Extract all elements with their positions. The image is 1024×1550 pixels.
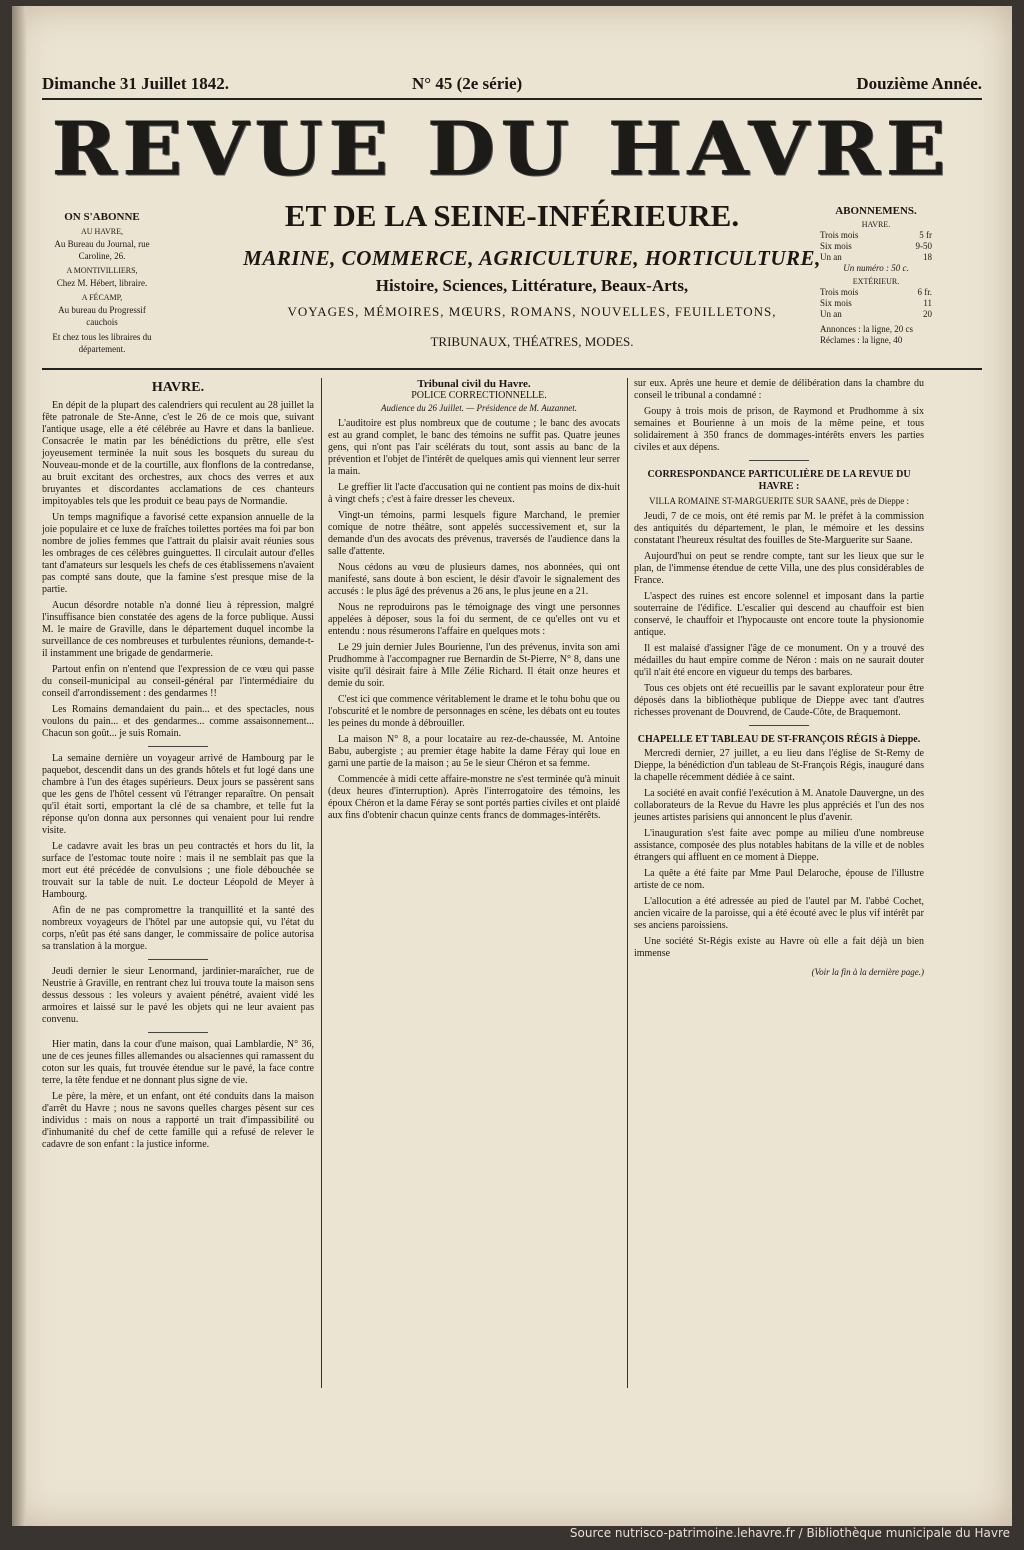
rate-row: Un an 18	[820, 252, 932, 262]
columns-top-rule	[42, 368, 982, 370]
article-paragraph: La semaine dernière un voyageur arrivé de Hambourg par le paquebot, descendit dans un des grands hôtels et fut logé dans une chambre à l'un des étages supérieurs. Deux jours se passèrent sans que les gens de l'hôtel cessent vû l'étranger reparaître. On pensait qu'il était sorti, emportant la clé de sa chambre, et telle fut la réponse qu'on donna aux personnes qui venaient pour lui rendre visite.	[42, 753, 314, 836]
column-divider	[321, 378, 322, 1388]
issue-date: Dimanche 31 Juillet 1842.	[42, 74, 229, 93]
article-paragraph: Le cadavre avait les bras un peu contractés et hors du lit, la surface de l'estomac toute noire : mais il ne semblait pas que la mort eut été précédée de convulsions ; une fiole débouchée se trouvait sur la table de nuit. Le docteur Léopold de Meyer à Hambourg.	[42, 841, 314, 900]
article-paragraph: Nous ne reproduirons pas le témoignage des vingt une personnes appelées à déposer, sous la foi du serment, de ce qu'elles ont vu et entendu : nous résumerons l'affaire en quelques mots :	[328, 602, 620, 637]
article-paragraph: L'aspect des ruines est encore solennel et imposant dans la partie souterraine de l'édifice. L'escalier qui descend au chauffoir est bien conservé, le chauffoir et l'hypocauste ont encore toute la physionomie antique.	[634, 591, 924, 638]
subscribe-others: Et chez tous les libraires du département.	[52, 332, 152, 354]
article-paragraph: Aujourd'hui on peut se rendre compte, tant sur les lieux que sur le plan, de l'immense étendue de cette Villa, une des plus considérables de France.	[634, 551, 924, 586]
subscribe-heading: ON S'ABONNE	[64, 211, 140, 223]
subscribe-montivilliers-label: A MONTIVILLIERS,	[66, 266, 138, 275]
article-paragraph: L'inauguration s'est faite avec pompe au milieu d'une nombreuse assistance, composée des plus notables habitans de la ville et de nobles étrangers qui affluent en ce moment à Dieppe.	[634, 828, 924, 863]
rate-row: Six mois 11	[820, 298, 932, 308]
tagline-1: MARINE, COMMERCE, AGRICULTURE, HORTICULTURE,	[243, 246, 821, 270]
separator	[749, 460, 809, 461]
rates-reclames: Réclames : la ligne, 40	[820, 335, 903, 345]
section-subheading: POLICE CORRECTIONNELLE.	[411, 390, 547, 401]
article-paragraph: Hier matin, dans la cour d'une maison, quai Lamblardie, N° 36, une de ces jeunes filles allemandes ou alsaciennes qui ramassent du coton sur les quais, fut trouvée étendue sur le pavé, la face contre terre, la tête fendue et ne donnant plus signe de vie.	[42, 1039, 314, 1086]
article-paragraph: L'auditoire est plus nombreux que de coutume ; le banc des avocats est au grand complet, le banc des témoins ne suffit pas. Quatre jeunes gens, qui n'ont pas l'air scélérats du tout, sont assis au banc de la prévention et l'objet de l'intérêt de quelques amis qui viennent leur serrer la main.	[328, 418, 620, 477]
article-paragraph: L'allocution a été adressée au pied de l'autel par M. l'abbé Cochet, ancien vicaire de la paroisse, qui a été écouté avec le plus vif intérêt par ses anciens paroissiens.	[634, 896, 924, 931]
newspaper-page	[12, 6, 1012, 1526]
dateline	[42, 74, 982, 98]
separator	[148, 746, 208, 747]
newspaper-title: REVUE DU HAVRE	[52, 106, 952, 193]
rates-ext-label: EXTÉRIEUR.	[852, 277, 900, 286]
separator	[148, 959, 208, 960]
column-havre	[42, 378, 314, 1155]
separator	[148, 1032, 208, 1033]
separator	[749, 725, 809, 726]
subscribe-havre-label: AU HAVRE,	[80, 227, 124, 236]
article-paragraph: Partout enfin on n'entend que l'expression de ce vœu qui passe du conseil-municipal au conseil-général par l'intermédiaire du conseil d'arrondissement : des gendarmes !!	[42, 664, 314, 699]
issue-number: N° 45 (2e série)	[412, 74, 523, 93]
article-paragraph: Afin de ne pas compromettre la tranquillité et la santé des nombreux voyageurs de l'hôtel par une autopsie qui, vu l'état du corps, n'eût pas été sans danger, le commissaire de police autorisa sa translation à la morgue.	[42, 905, 314, 952]
article-paragraph: Aucun désordre notable n'a donné lieu à répression, malgré l'insuffisance bien constatée des agens de la force publique. Aussi M. le maire de Graville, dans le département duquel incombe la surveillance de ces nombreuses et turbulentes réunions, demande-t-il instamment une brigade de gendarmerie.	[42, 600, 314, 659]
rates-heading: ABONNEMENS.	[835, 205, 917, 217]
article-paragraph: sur eux. Après une heure et demie de délibération dans la chambre du conseil le tribunal a condamné :	[634, 378, 924, 401]
issue-year: Douzième Année.	[856, 74, 982, 93]
article-heading: CORRESPONDANCE PARTICULIÈRE DE LA REVUE DU HAVRE :	[647, 469, 911, 492]
article-paragraph: Mercredi dernier, 27 juillet, a eu lieu dans l'église de St-Remy de Dieppe, la bénédiction d'un tableau de St-François Régis, inauguré dans la chapelle récemment dédiée à ce saint.	[634, 748, 924, 783]
audience-line: Audience du 26 Juillet. — Présidence de M. Auzannet.	[380, 403, 578, 413]
rates-annonces: Annonces : la ligne, 20 cs	[820, 324, 913, 334]
article-paragraph: Vingt-un témoins, parmi lesquels figure Marchand, le premier comique de notre théâtre, sont appelés successivement et, sur la demande d'un des avocats des prévenus, traversés de l'audience dans la salle d'attente.	[328, 510, 620, 557]
article-heading: CHAPELLE ET TABLEAU DE ST-FRANÇOIS RÉGIS à Dieppe.	[637, 734, 921, 745]
top-rule	[42, 98, 982, 100]
column-divider	[627, 378, 628, 1388]
section-heading: HAVRE.	[151, 380, 205, 395]
article-paragraph: Commencée à midi cette affaire-monstre ne s'est terminée qu'à minuit (deux heures d'interruption). Après l'interrogatoire des témoins, les époux Chéron et la dame Féray se sont portés parties civiles et ont plaidé aux fins d'obtenir chacun quinze cents francs de dommages-intérêts.	[328, 774, 620, 821]
column-correspondance	[634, 378, 924, 978]
column-tribunal	[328, 378, 620, 826]
rates-numero: Un numéro : 50 c.	[843, 263, 909, 273]
article-paragraph: Jeudi, 7 de ce mois, ont été remis par M. le préfet à la commission des antiquités du département, le plan, le mémoire et les dessins constatant l'heureux résultat des fouilles de Ste-Marguerite sur Saane.	[634, 511, 924, 546]
subscribe-fecamp-label: A FÉCAMP,	[81, 293, 123, 302]
article-paragraph: Jeudi dernier le sieur Lenormand, jardinier-maraîcher, rue de Neustrie à Graville, en rentrant chez lui trouva toute la maison sens dessus dessous : les voleurs y avaient pénétré, avaient vidé les armoires et laissé sur le pavé les objets qui ne leur avaient pas convenu.	[42, 966, 314, 1025]
article-paragraph: Le père, la mère, et un enfant, ont été conduits dans la maison d'arrêt du Havre ; nous ne savons quelles charges pèsent sur ces individus : mais on nous a rapporté un trait d'impassibilité ou d'inhumanité du chef de cette famille qui a refusé de relever le cadavre de son enfant : la justice informe.	[42, 1091, 314, 1150]
rates-havre-label: HAVRE.	[861, 220, 891, 229]
article-paragraph: C'est ici que commence véritablement le drame et le tohu bohu que ou l'obscurité et le nombre de personnages en scène, les débats ont eu toutes les peines du monde à débrouiller.	[328, 694, 620, 729]
article-paragraph: Le greffier lit l'acte d'accusation qui ne contient pas moins de dix-huit à vingt chefs ; c'est à faire dresser les cheveux.	[328, 482, 620, 505]
article-paragraph: Il est malaisé d'assigner l'âge de ce monument. On y a trouvé des médailles du haut empire comme de Néron : mais on ne saurait douter qu'il n'ait été encore en vigueur du temps des barbares.	[634, 643, 924, 678]
subscription-rates	[820, 206, 932, 346]
article-subheading: VILLA ROMAINE ST-MARGUERITE SUR SAANE, près de Dieppe :	[649, 496, 909, 506]
article-paragraph: La société en avait confié l'exécution à M. Anatole Dauvergne, un des collaborateurs de la Revue du Havre les plus appréciés et l'un des nos jeunes artistes parisiens qui annoncent le plus d'avenir.	[634, 788, 924, 823]
continued-note: (Voir la fin à la dernière page.)	[811, 967, 924, 977]
subscription-box	[42, 211, 162, 355]
article-paragraph: Goupy à trois mois de prison, de Raymond et Prudhomme à six semaines et Bourienne à un mois de la même peine, et tous solidairement à 350 francs de dommages-intérêts envers les parties civiles et aux dépens.	[634, 406, 924, 453]
article-paragraph: La quête a été faite par Mme Paul Delaroche, épouse de l'illustre artiste de ce nom.	[634, 868, 924, 891]
tagline-2: Histoire, Sciences, Littérature, Beaux-Arts,	[375, 276, 689, 295]
source-credit: Source nutrisco-patrimoine.lehavre.fr / Bibliothèque municipale du Havre	[569, 1526, 1010, 1540]
article-paragraph: Les Romains demandaient du pain... et des spectacles, nous voulons du pain... et des gendarmes... comme assaisonnement... Chacun son goût... je suis Romain.	[42, 704, 314, 739]
article-paragraph: Nous cédons au vœu de plusieurs dames, nos abonnées, qui ont manifesté, sans doute à bon escient, le désir d'avoir le signalement des accusés : le plus âgé des prévenus a 26 ans, le plus jeune en a 21.	[328, 562, 620, 597]
article-paragraph: Tous ces objets ont été recueillis par le savant explorateur pour être déposés dans la bibliothèque publique de Dieppe avec tant d'autres richesses provenant de Douvrend, de Caude-Côte, de Braquemont.	[634, 683, 924, 718]
subscribe-montivilliers-text: Chez M. Hébert, libraire.	[56, 278, 148, 288]
article-paragraph: Une société St-Régis existe au Havre où elle a fait déjà un bien immense	[634, 936, 924, 959]
tagline-3: VOYAGES, MÉMOIRES, MŒURS, ROMANS, NOUVELLES, FEUILLETONS,	[287, 304, 777, 319]
subscribe-fecamp-text: Au bureau du Progressif cauchois	[58, 305, 146, 327]
rate-row: Six mois 9-50	[820, 241, 932, 251]
article-paragraph: En dépit de la plupart des calendriers qui reculent au 28 juillet la fête patronale de Ste-Anne, c'est le 26 de ce mois que, suivant l'antique usage, elle a été célébrée au Havre et dans la banlieue. Consacrée le matin par les bénédictions du prêtre, elle s'est joyeusement terminée la nuit sous les bosquets du sureau du Nouveau-monde et de la courtille, aux flonflons de la contredanse, au bruit excitant des orchestres, aux chocs des verres et aux bruyantes et discordantes acclamations de ces chanteurs impitoyables tels que les produit ce beau pays de Normandie.	[42, 400, 314, 507]
subscribe-havre-text: Au Bureau du Journal, rue Caroline, 26.	[54, 239, 150, 261]
tagline-4: TRIBUNAUX, THÉATRES, MODES.	[430, 334, 634, 349]
rate-row: Trois mois 6 fr.	[820, 287, 932, 297]
article-paragraph: La maison N° 8, a pour locataire au rez-de-chaussée, M. Antoine Babu, aubergiste ; au premier étage habite la dame Féray qui loue en garni une partie de la maison ; au 5e le sieur Chéron et sa femme.	[328, 734, 620, 769]
rate-row: Un an 20	[820, 309, 932, 319]
page-spine	[12, 6, 26, 1526]
newspaper-subtitle: ET DE LA SEINE-INFÉRIEURE.	[284, 198, 740, 233]
rate-row: Trois mois 5 fr	[820, 230, 932, 240]
article-paragraph: Le 29 juin dernier Jules Bourienne, l'un des prévenus, invita son ami Prudhomme à l'accompagner rue Bernardin de St-Pierre, N° 8, dans une visite qu'il désirait faire à Mlle Zélie Richard. Il était onze heures et demie du soir.	[328, 642, 620, 689]
section-heading: Tribunal civil du Havre.	[417, 378, 531, 390]
article-paragraph: Un temps magnifique a favorisé cette expansion annuelle de la joie populaire et ce luxe de fraîches toilettes portées ma foi par bon nombre de jolies femmes que l'attrait du plaisir avait réunies sous les ombrages de ces célèbres guinguettes. Il circulait autour d'elles tant d'amateurs sur lesquels les chefs de ces établissemens n'avaient pas compté sans doute, que la famine s'est presque mise de la partie.	[42, 512, 314, 595]
